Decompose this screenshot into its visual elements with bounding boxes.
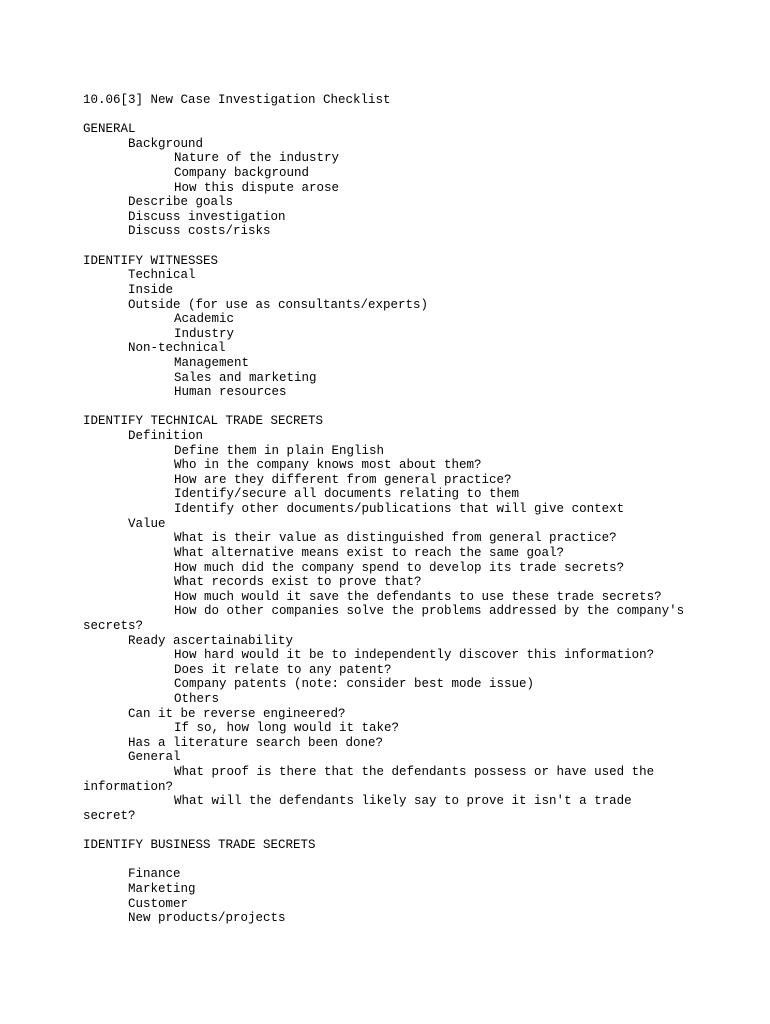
- checklist-topic: Definition: [128, 429, 204, 444]
- checklist-item: Who in the company knows most about them?: [174, 458, 482, 473]
- checklist-topic: Background: [128, 136, 204, 151]
- section-heading: IDENTIFY WITNESSES: [83, 253, 219, 268]
- blank-line: [83, 400, 743, 415]
- checklist-item: Industry: [174, 326, 235, 341]
- checklist-item: What is their value as distinguished from general practice?: [174, 531, 617, 546]
- section-heading: GENERAL: [83, 122, 136, 137]
- checklist-item: Define them in plain English: [174, 443, 385, 458]
- checklist-item: Company background: [174, 166, 310, 181]
- checklist-item: How are they different from general practice?: [174, 472, 512, 487]
- section-heading: IDENTIFY BUSINESS TRADE SECRETS: [83, 838, 316, 853]
- wrapped-line: secrets?: [83, 618, 144, 633]
- checklist-item: Nature of the industry: [174, 151, 340, 166]
- checklist-item: Company patents (note: consider best mode issue): [174, 677, 535, 692]
- checklist-topic: Value: [128, 516, 166, 531]
- checklist-topic: Ready ascertainability: [128, 633, 294, 648]
- checklist-lines: [83, 108, 743, 926]
- checklist-item: What proof is there that the defendants possess or have used the: [174, 765, 655, 780]
- blank-line: [83, 239, 743, 254]
- checklist-item: What records exist to prove that?: [174, 575, 422, 590]
- checklist-item: How much would it save the defendants to use these trade secrets?: [174, 589, 662, 604]
- checklist-topic: Discuss costs/risks: [128, 224, 271, 239]
- checklist-topic: New products/projects: [128, 911, 286, 926]
- checklist-topic: Customer: [128, 896, 189, 911]
- checklist-item: How do other companies solve the problems addressed by the company's: [174, 604, 685, 619]
- wrapped-line: secret?: [83, 808, 136, 823]
- checklist-item: What will the defendants likely say to prove it isn't a trade: [174, 794, 632, 809]
- blank-line: [83, 108, 743, 123]
- checklist-item: Academic: [174, 312, 235, 327]
- checklist-item: Others: [174, 691, 220, 706]
- checklist-topic: General: [128, 750, 181, 765]
- section-heading: IDENTIFY TECHNICAL TRADE SECRETS: [83, 414, 324, 429]
- checklist-item: What alternative means exist to reach the same goal?: [174, 545, 565, 560]
- checklist-topic: Outside (for use as consultants/experts): [128, 297, 429, 312]
- wrapped-line: information?: [83, 779, 174, 794]
- checklist-topic: Finance: [128, 867, 181, 882]
- checklist-item: Identify/secure all documents relating to them: [174, 487, 520, 502]
- checklist-document: [83, 93, 743, 926]
- checklist-topic: Non-technical: [128, 341, 226, 356]
- checklist-topic: Discuss investigation: [128, 209, 286, 224]
- checklist-topic: Marketing: [128, 881, 196, 896]
- checklist-item: Identify other documents/publications that will give context: [174, 502, 625, 517]
- checklist-item: How hard would it be to independently discover this information?: [174, 648, 655, 663]
- blank-line: [83, 823, 743, 838]
- checklist-item: How this dispute arose: [174, 180, 340, 195]
- document-title: 10.06[3] New Case Investigation Checklist: [83, 93, 391, 107]
- checklist-item: Does it relate to any patent?: [174, 662, 392, 677]
- blank-line: [83, 853, 743, 868]
- checklist-item: Management: [174, 355, 250, 370]
- checklist-item: How much did the company spend to develop its trade secrets?: [174, 560, 625, 575]
- checklist-topic: Technical: [128, 268, 196, 283]
- checklist-topic: Can it be reverse engineered?: [128, 706, 346, 721]
- checklist-topic: Has a literature search been done?: [128, 735, 384, 750]
- checklist-item: If so, how long would it take?: [174, 721, 400, 736]
- checklist-item: Sales and marketing: [174, 370, 317, 385]
- checklist-topic: Describe goals: [128, 195, 234, 210]
- checklist-item: Human resources: [174, 385, 287, 400]
- checklist-topic: Inside: [128, 282, 174, 297]
